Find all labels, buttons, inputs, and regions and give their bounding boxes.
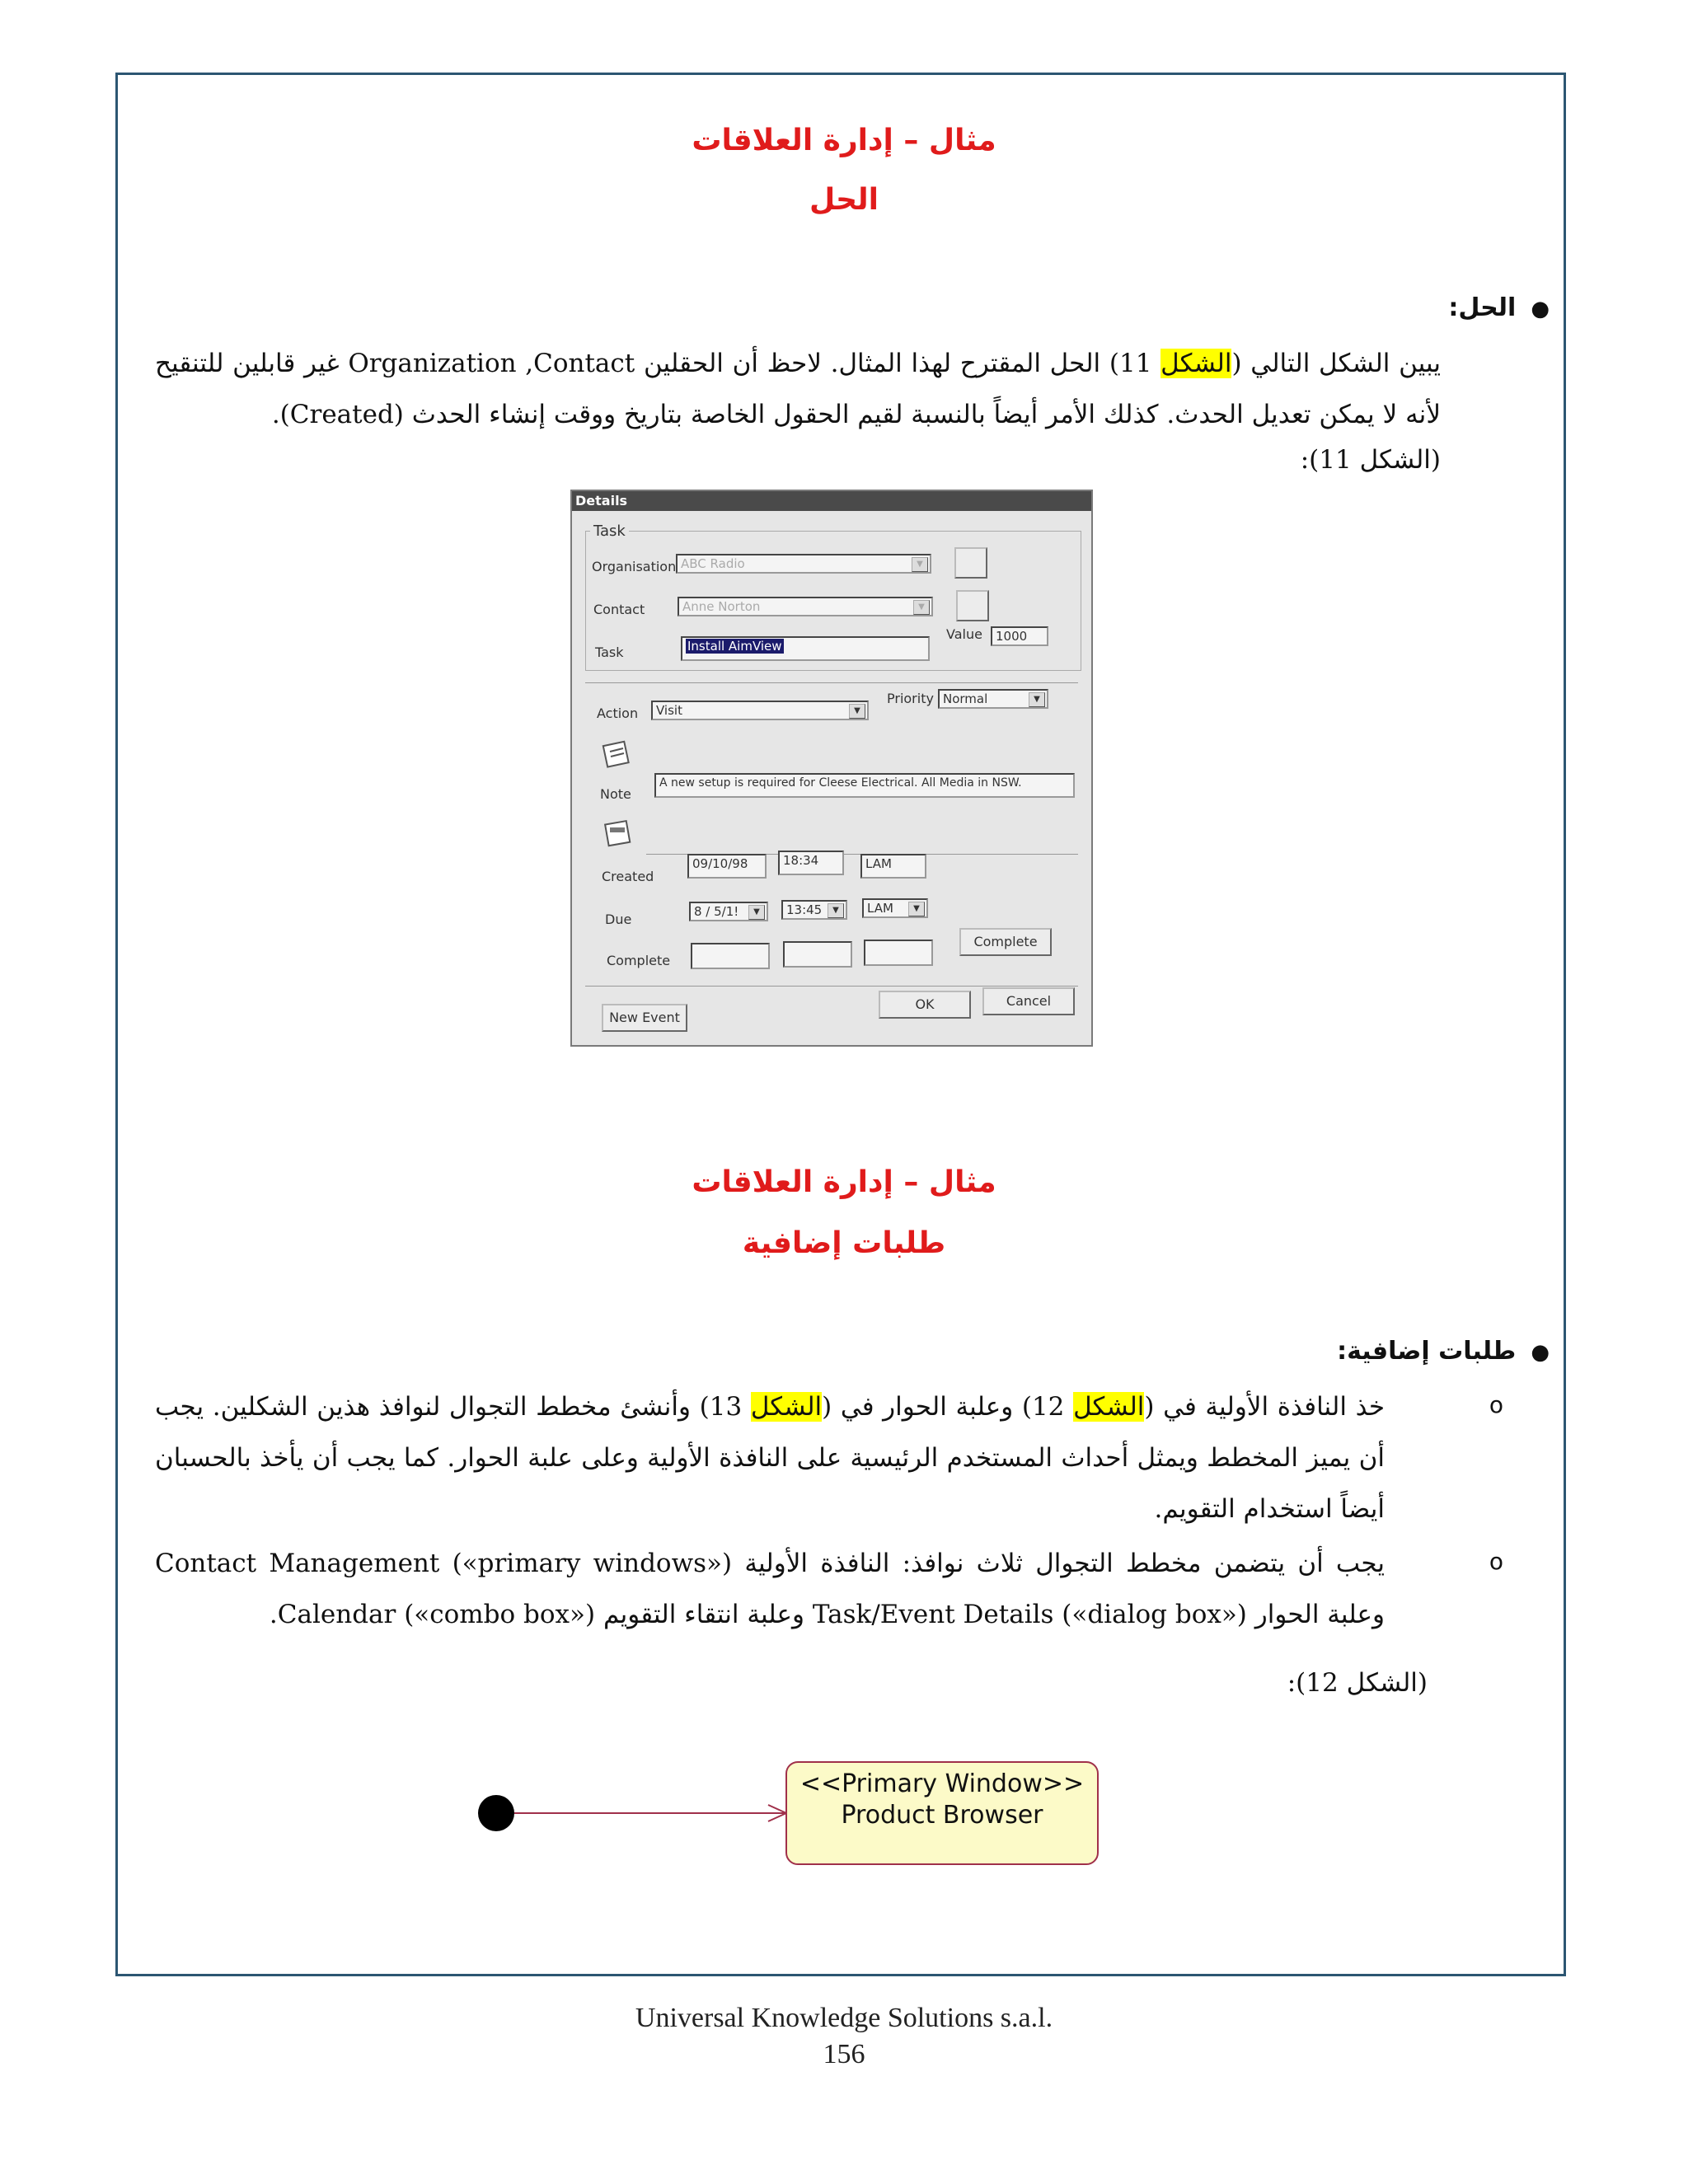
figure13-ref-highlight: الشكل <box>750 1392 823 1422</box>
note-value: A new setup is required for Cleese Electrical. All Media in NSW. <box>659 776 1022 790</box>
due-user-value: LAM <box>867 901 893 916</box>
circle-bullet-icon: o <box>1489 1548 1503 1575</box>
due-time-value: 13:45 <box>786 902 823 917</box>
due-label: Due <box>605 912 632 927</box>
action-label: Action <box>597 705 639 721</box>
chevron-down-icon: ▼ <box>828 903 844 918</box>
created-time-field <box>778 851 844 875</box>
complete-time-field[interactable] <box>783 941 852 968</box>
value-value: 1000 <box>996 629 1028 644</box>
priority-label: Priority <box>887 691 934 706</box>
complete-user-field[interactable] <box>864 940 933 966</box>
section2-item1 <box>155 1381 1385 1535</box>
para-line2: يمكن تعديل الحدث. كذلك الأمر أيضاً بالنسبة لقيم الحقول الخاصة بتاريخ ووقت إنشاء الحدث (Created). <box>271 400 1375 429</box>
chevron-down-icon: ▼ <box>849 704 865 719</box>
complete-label: Complete <box>607 953 671 968</box>
task-group-label: Task <box>590 523 629 540</box>
figure12-caption: (الشكل 12): <box>1287 1668 1428 1698</box>
priority-select[interactable] <box>938 689 1048 709</box>
due-date-value: 8 / 5/1! <box>694 904 739 919</box>
figure-ref-highlight: الشكل <box>1160 349 1232 378</box>
item1-b: 12) وعلبة الحوار في ( <box>822 1392 1074 1422</box>
note-icon <box>600 737 633 770</box>
chevron-down-icon: ▼ <box>1029 692 1045 707</box>
box-name: Product Browser <box>841 1801 1043 1830</box>
dialog-title: Details <box>572 491 1091 511</box>
section2-heading <box>1337 1337 1550 1366</box>
figure11-caption: (الشكل 11): <box>1300 445 1441 475</box>
section1-heading-text: الحل: <box>1448 293 1517 322</box>
figure12-ref-highlight: الشكل <box>1073 1392 1145 1422</box>
page-number: 156 <box>823 2039 865 2069</box>
chevron-down-icon: ▼ <box>913 600 930 615</box>
separator <box>585 986 1078 987</box>
task-label: Task <box>595 644 624 660</box>
chevron-down-icon: ▼ <box>908 902 925 916</box>
details-dialog-image <box>570 490 1093 1047</box>
complete-button[interactable]: Complete <box>959 928 1052 956</box>
contact-value: Anne Norton <box>682 599 761 614</box>
bullet-icon: ● <box>1531 1340 1550 1365</box>
separator <box>585 682 1078 683</box>
bullet-icon: ● <box>1531 297 1550 321</box>
box-stereotype: <<Primary Window>> <box>799 1769 1085 1798</box>
due-time-select[interactable] <box>781 900 847 920</box>
complete-date-field[interactable] <box>691 943 770 969</box>
created-user-value: LAM <box>865 856 892 871</box>
value-field[interactable] <box>991 626 1048 646</box>
para-line1-a: يبين الشكل التالي ( <box>1231 349 1441 378</box>
organisation-label: Organisation <box>592 559 677 574</box>
due-date-select[interactable] <box>689 902 768 921</box>
chevron-down-icon: ▼ <box>748 905 765 920</box>
para-line1-b: 11) الحل المقترح لهذا المثال. لاحظ أن الحقلين Organization ,Contact غير قابلين للتنقيح لأنه لا <box>155 349 1441 429</box>
priority-value: Normal <box>943 691 988 706</box>
section2-title: مثال – إدارة العلاقات <box>692 1165 996 1199</box>
chevron-down-icon: ▼ <box>912 557 928 572</box>
contact-field[interactable] <box>678 597 933 616</box>
section2-item2: يجب أن يتضمن مخطط التجوال ثلاث نوافذ: النافذة الأولية Contact Management («primary windows») وعلبة الحوار Task/Event Details («dialog box») وعلبة انتقاء التقويم Calendar («combo box»). <box>155 1549 1386 1629</box>
created-user-field <box>860 854 926 879</box>
item1-c: 13) وأنشئ مخطط التجوال لنوافذ هذين الشكلين. يجب أن يميز المخطط ويمثل أحداث المستخدم الرئيسية على النافذة الأولية وعلى علبة الحوار. كما يجب أن يأخذ بالحسبان أيضاً استخدام التقويم. <box>155 1392 1385 1524</box>
contact-label: Contact <box>593 602 645 617</box>
section1-heading <box>1448 293 1550 322</box>
created-date-value: 09/10/98 <box>692 856 748 871</box>
cancel-button[interactable]: Cancel <box>982 987 1075 1015</box>
section2-subtitle: طلبات إضافية <box>742 1226 946 1260</box>
due-user-select[interactable] <box>862 898 928 918</box>
action-value: Visit <box>656 703 682 718</box>
circle-bullet-icon: o <box>1489 1391 1503 1418</box>
primary-window-label <box>786 1769 1098 1831</box>
section1-subtitle: الحل <box>809 183 879 217</box>
created-time-value: 18:34 <box>783 853 819 868</box>
value-label: Value <box>946 626 982 642</box>
section2-heading-text: طلبات إضافية: <box>1337 1337 1517 1366</box>
section1-title: مثال – إدارة العلاقات <box>692 124 996 157</box>
section1-paragraph <box>155 338 1441 440</box>
created-date-field <box>687 854 767 879</box>
organisation-lookup-button[interactable] <box>954 547 987 579</box>
created-label: Created <box>602 869 654 884</box>
note-label: Note <box>600 786 631 802</box>
organisation-field[interactable] <box>676 554 931 574</box>
initial-state-node <box>478 1795 514 1831</box>
calendar-icon <box>602 816 635 849</box>
contact-lookup-button[interactable] <box>956 590 989 621</box>
organisation-value: ABC Radio <box>681 556 745 571</box>
item1-a: خذ النافذة الأولية في ( <box>1144 1392 1386 1422</box>
footer-company: Universal Knowledge Solutions s.a.l. <box>635 2003 1053 2033</box>
task-value: Install AimView <box>687 639 782 654</box>
action-select[interactable] <box>651 701 869 720</box>
task-field[interactable] <box>681 636 930 661</box>
ok-button[interactable]: OK <box>879 991 971 1019</box>
new-event-button[interactable]: New Event <box>602 1004 687 1032</box>
note-field[interactable] <box>654 773 1075 798</box>
